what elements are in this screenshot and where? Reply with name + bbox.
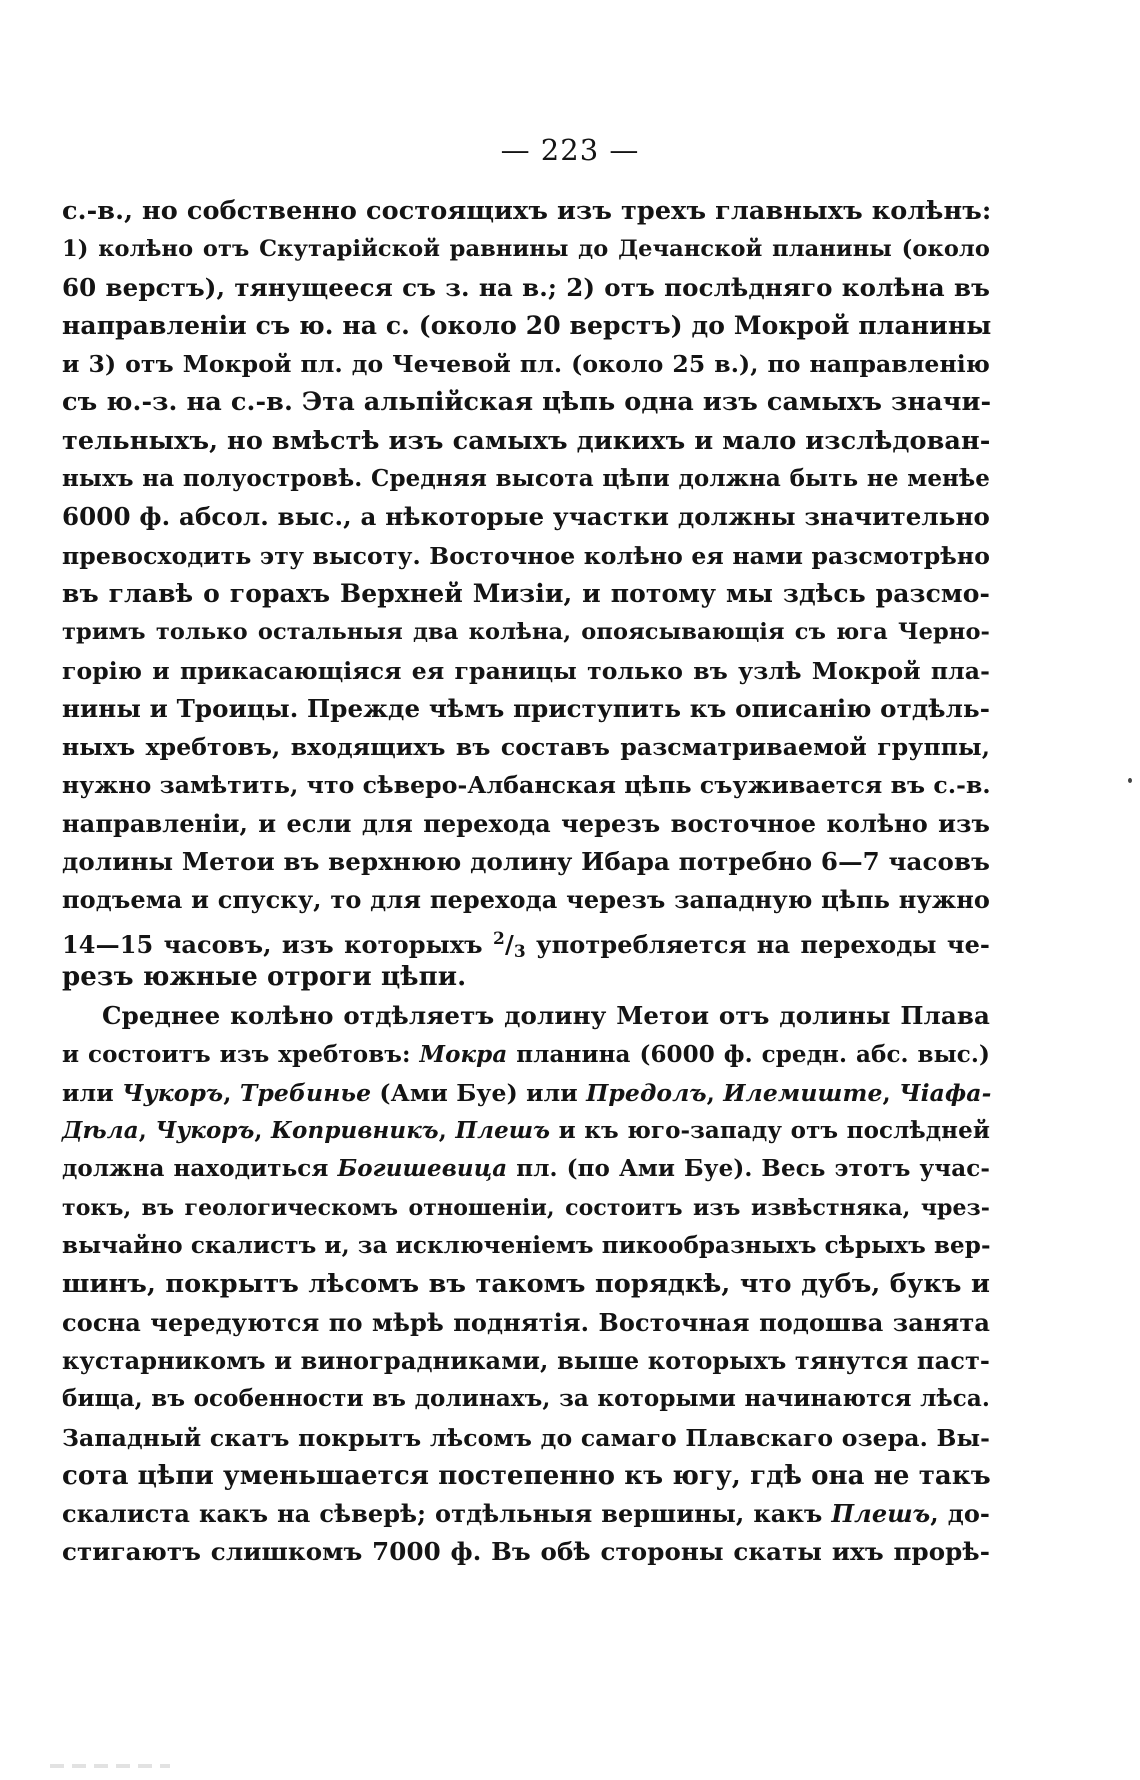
fraction-numerator: 2: [493, 928, 505, 949]
italic-name: Дѣла: [62, 1117, 139, 1145]
text-line: нины и Троицы. Прежде чѣмъ приступить къ описанію отдѣль-: [62, 693, 990, 723]
text-line-with-fraction: [62, 920, 990, 962]
text-line: стигаютъ слишкомъ 7000 ф. Въ обѣ стороны скаты ихъ прорѣ-: [62, 1537, 990, 1567]
text-line: вычайно скалистъ и, за исключеніемъ пикообразныхъ сѣрыхъ вер-: [62, 1232, 991, 1260]
text-span: ,: [882, 1078, 900, 1107]
text-line: подъема и спуску, то для перехода черезъ западную цѣпь нужно: [62, 885, 990, 915]
text-span: ,: [138, 1117, 156, 1145]
italic-name: Чіафа-: [899, 1078, 992, 1107]
text-line: и 3) отъ Мокрой пл. до Чечевой пл. (около 25 в.), по направленію: [62, 350, 990, 379]
text-span: употребляется на переходы че-: [525, 929, 990, 959]
text-span: (Ами Буе) или: [371, 1078, 587, 1107]
fraction-slash: /: [504, 929, 514, 959]
fraction-denominator: 3: [513, 941, 526, 962]
italic-name: Чукоръ: [155, 1117, 255, 1145]
text-line: долины Метои въ верхнюю долину Ибара потребно 6—7 часовъ: [62, 847, 990, 877]
text-span: скалиста какъ на сѣверѣ; отдѣльныя вершины, какъ: [62, 1499, 832, 1529]
text-line: [62, 1036, 990, 1074]
text-span: и къ юго-западу отъ послѣдней: [550, 1117, 990, 1145]
italic-name: Предолъ: [586, 1078, 707, 1107]
text-span: ,: [254, 1117, 272, 1145]
text-line: направленіи съ ю. на с. (около 20 верстъ) до Мокрой планины: [62, 310, 992, 340]
text-span: планина (6000 ф. средн. абс. выс.): [507, 1040, 990, 1068]
text-line: тельныхъ, но вмѣстѣ изъ самыхъ дикихъ и мало изслѣдован-: [62, 425, 991, 456]
text-line: 1) колѣно отъ Скутарійской равнины до Дечанской планины (около: [62, 236, 990, 263]
text-line: сосна чередуются по мѣрѣ поднятія. Восточная подошва занята: [62, 1307, 990, 1337]
text-line: въ главѣ о горахъ Верхней Мизіи, и потому мы здѣсь разсмо-: [62, 578, 990, 608]
text-span: ,: [438, 1117, 456, 1145]
italic-name: Мокра: [419, 1040, 508, 1068]
text-line: 60 верстъ), тянущееся съ з. на в.; 2) отъ послѣдняго колѣна въ: [62, 272, 990, 302]
text-line: 6000 ф. абсол. выс., а нѣкоторые участки должны значительно: [62, 502, 990, 532]
text-line: превосходить эту высоту. Восточное колѣно ея нами разсмотрѣно: [62, 541, 990, 570]
text-line: с.-в., но собственно состоящихъ изъ трехъ главныхъ колѣнъ:: [62, 196, 992, 226]
text-line: бища, въ особенности въ долинахъ, за которыми начинаются лѣса.: [62, 1385, 990, 1413]
text-line: ныхъ на полуостровѣ. Средняя высота цѣпи должна быть не менѣе: [62, 465, 990, 493]
text-line: шинъ, покрытъ лѣсомъ въ такомъ порядкѣ, что дубъ, букъ и: [62, 1269, 990, 1300]
text-line: горію и прикасающіяся ея границы только въ узлѣ Мокрой пла-: [62, 656, 990, 685]
text-line: [62, 1074, 990, 1112]
text-span: , до-: [930, 1499, 990, 1529]
text-line: кустарникомъ и виноградниками, выше которыхъ тянутся паст-: [62, 1345, 990, 1375]
text-span: ,: [223, 1078, 240, 1107]
italic-name: Плешъ: [831, 1499, 931, 1529]
text-line: Западный скатъ покрытъ лѣсомъ до самаго Плавскаго озера. Вы-: [62, 1423, 990, 1452]
text-span: или: [62, 1078, 123, 1107]
text-line: Среднее колѣно отдѣляетъ долину Метои отъ долины Плава: [102, 1001, 990, 1031]
text-line: тримъ только остальныя два колѣна, опоясывающія съ юга Черно-: [62, 619, 990, 646]
text-span: должна находиться: [62, 1155, 338, 1183]
paragraph-2: [62, 997, 990, 1571]
text-line: ныхъ хребтовъ, входящихъ въ составъ разсматриваемой группы,: [62, 733, 990, 762]
text-span: и состоитъ изъ хребтовъ:: [62, 1040, 420, 1068]
text-span: 14—15 часовъ, изъ которыхъ: [62, 929, 494, 959]
italic-name: Плешъ: [455, 1117, 551, 1145]
italic-name: Требинье: [239, 1078, 372, 1107]
page-number: — 223 —: [500, 133, 640, 167]
text-line: съ ю.-з. на с.-в. Эта альпійская цѣпь одна изъ самыхъ значи-: [62, 387, 992, 418]
text-line: [62, 1112, 990, 1150]
scan-edge-marks: [50, 1764, 170, 1768]
text-line: [62, 1495, 990, 1533]
paragraph-1: [62, 192, 990, 996]
italic-name: Илемиште: [723, 1078, 883, 1107]
text-line: токъ, въ геологическомъ отношеніи, состоитъ изъ извѣстняка, чрез-: [62, 1194, 990, 1221]
text-span: пл. (по Ами Буе). Весь этотъ учас-: [507, 1155, 990, 1183]
text-line: [62, 1150, 990, 1188]
text-line: нужно замѣтить, что сѣверо-Албанская цѣпь съуживается въ с.-в.: [62, 771, 991, 800]
text-line: резъ южные отроги цѣпи.: [62, 961, 467, 992]
text-line: направленіи, и если для перехода черезъ восточное колѣно изъ: [62, 808, 990, 838]
italic-name: Чукоръ: [122, 1078, 224, 1107]
italic-name: Богишевица: [337, 1155, 508, 1183]
fraction: [493, 928, 526, 962]
scan-speck: [1128, 778, 1132, 783]
italic-name: Копривникъ: [271, 1117, 439, 1145]
text-span: ,: [706, 1078, 724, 1107]
body-text: [62, 192, 990, 1572]
text-line: сота цѣпи уменьшается постепенно къ югу, гдѣ она не такъ: [62, 1460, 991, 1491]
